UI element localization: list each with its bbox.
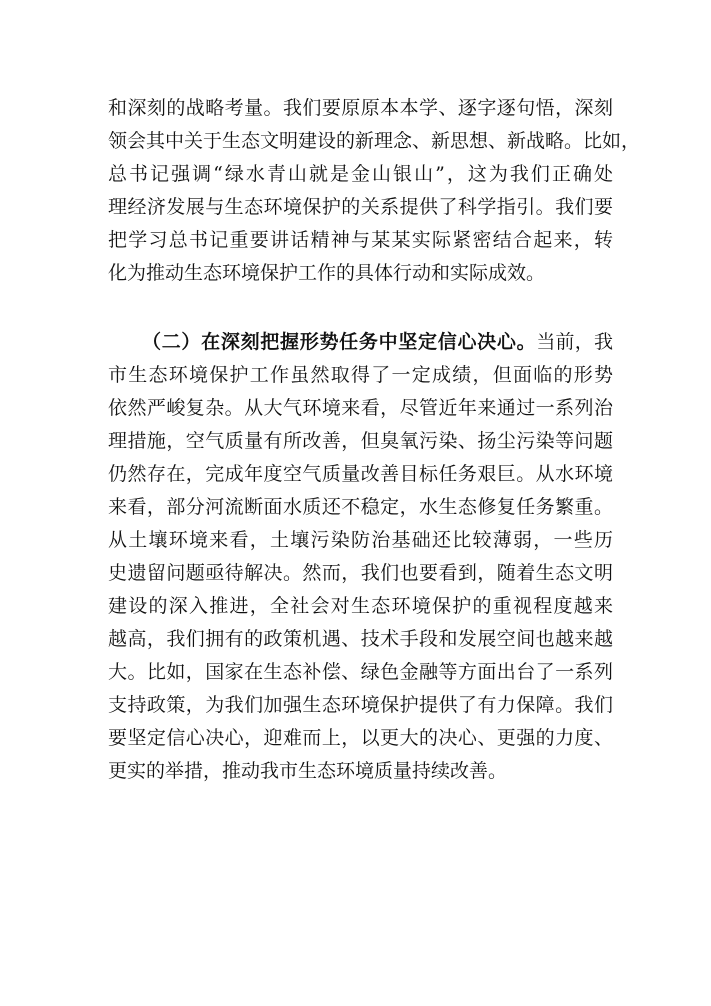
- first-line-rest: 当前，我: [536, 331, 613, 353]
- paragraph-first-line: [108, 326, 613, 359]
- paragraph-line: 越高，我们拥有的政策机遇、技术手段和发展空间也越来越: [108, 628, 613, 650]
- paragraph-line: 史遗留问题亟待解决。然而，我们也要看到，随着生态文明: [108, 562, 613, 584]
- paragraph-line: 支持政策，为我们加强生态环境保护提供了有力保障。我们: [108, 694, 613, 716]
- paragraph-line: 大。比如，国家在生态补偿、绿色金融等方面出台了一系列: [108, 661, 613, 683]
- paragraph-line: 化为推动生态环境保护工作的具体行动和实际成效。: [108, 262, 546, 284]
- paragraph-line: 来看，部分河流断面水质还不稳定，水生态修复任务繁重。: [108, 496, 613, 518]
- paragraph-line: 从土壤环境来看，土壤污染防治基础还比较薄弱，一些历: [108, 529, 613, 551]
- paragraph-line: 把学习总书记重要讲话精神与某某实际紧密结合起来，转: [108, 229, 613, 251]
- paragraph-line: 领会其中关于生态文明建设的新理念、新思想、新战略。比如，: [108, 130, 641, 152]
- paragraph-line: 和深刻的战略考量。我们要原原本本学、逐字逐句悟，深刻: [108, 97, 613, 119]
- paragraph-line: 市生态环境保护工作虽然取得了一定成绩，但面临的形势: [108, 364, 613, 386]
- paragraph-1: [108, 92, 641, 290]
- paragraph-line: 建设的深入推进，全社会对生态环境保护的重视程度越来: [108, 595, 613, 617]
- paragraph-line: 理经济发展与生态环境保护的关系提供了科学指引。我们要: [108, 196, 613, 218]
- paragraph-line: 更实的举措，推动我市生态环境质量持续改善。: [108, 760, 508, 782]
- paragraph-line: 要坚定信心决心，迎难而上，以更大的决心、更强的力度、: [108, 727, 613, 749]
- paragraph-line: 总书记强调“绿水青山就是金山银山”，这为我们正确处: [108, 163, 613, 185]
- section-heading: （二）在深刻把握形势任务中坚定信心决心。: [142, 331, 537, 353]
- paragraph-line: 仍然存在，完成年度空气质量改善目标任务艰巨。从水环境: [108, 463, 613, 485]
- paragraph-2: [108, 326, 613, 788]
- paragraph-line: 依然严峻复杂。从大气环境来看，尽管近年来通过一系列治: [108, 397, 613, 419]
- paragraph-line: 理措施，空气质量有所改善，但臭氧污染、扬尘污染等问题: [108, 430, 613, 452]
